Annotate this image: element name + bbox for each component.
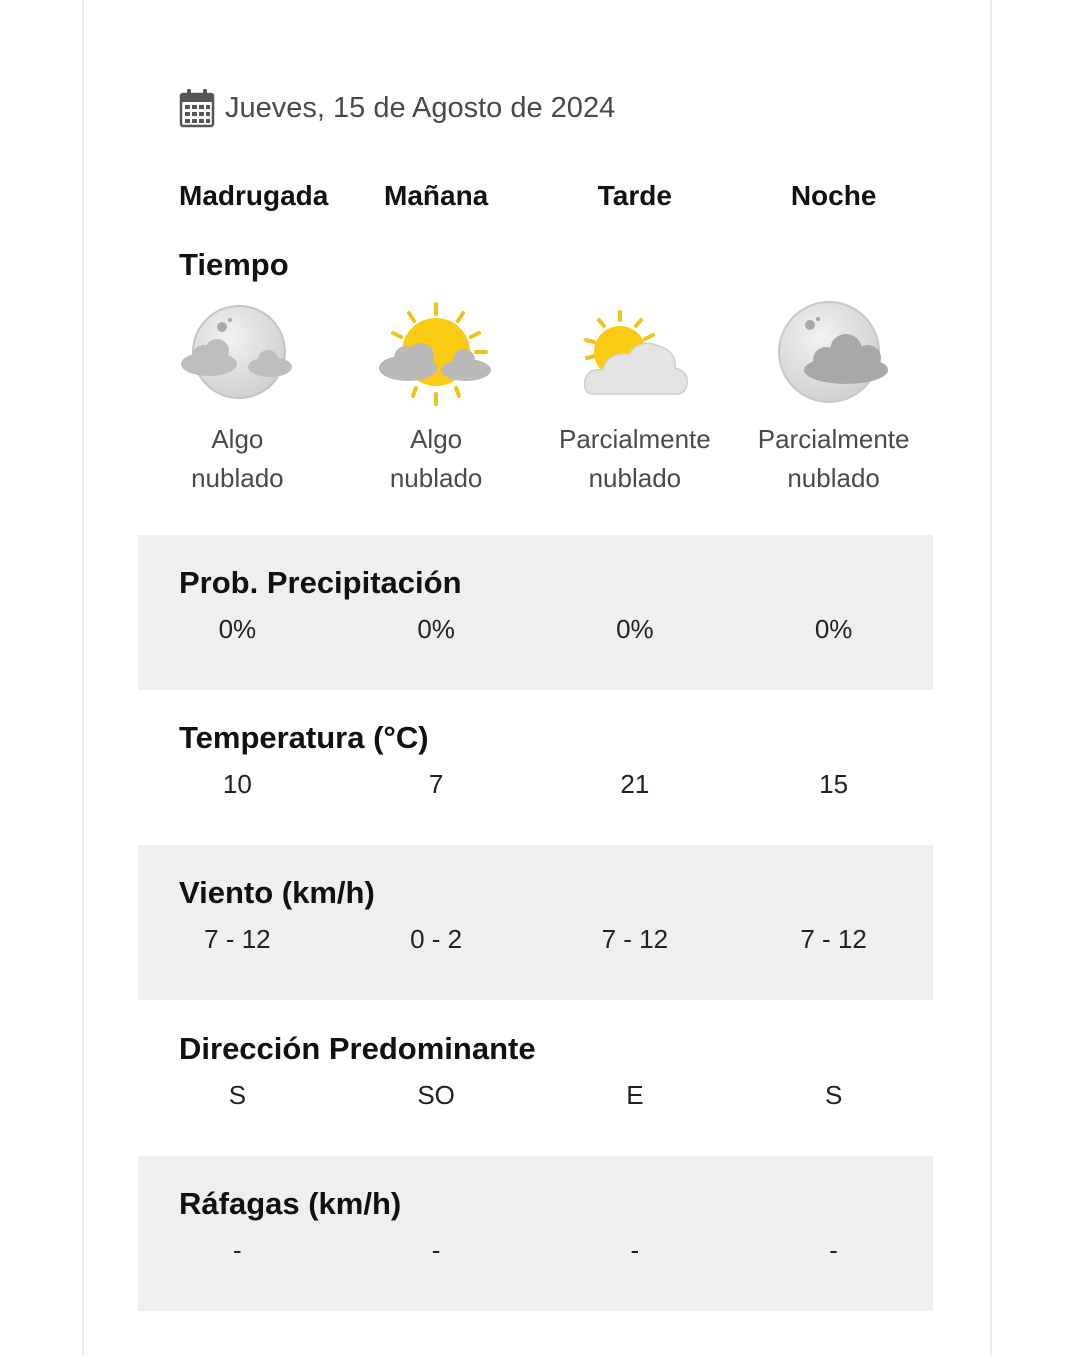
gusts-row bbox=[138, 1156, 933, 1311]
sun-cloud-icon bbox=[378, 300, 494, 410]
weather-desc: Parcialmente nublado bbox=[559, 424, 711, 493]
row-value: - bbox=[233, 1235, 242, 1265]
row-value: 0 - 2 bbox=[410, 924, 463, 954]
direction-row bbox=[138, 1001, 933, 1156]
row-value: 0% bbox=[814, 614, 853, 644]
weather-cell bbox=[138, 300, 337, 498]
weather-title: Tiempo bbox=[179, 247, 289, 282]
moon-cloud-icon bbox=[179, 300, 295, 410]
weather-cell bbox=[734, 300, 933, 498]
date-text: Jueves, 15 de Agosto de 2024 bbox=[225, 91, 616, 124]
period-tarde: Tarde bbox=[597, 180, 672, 211]
row-value: - bbox=[829, 1235, 838, 1265]
sun-partly-cloudy-icon bbox=[577, 300, 693, 410]
row-value: 21 bbox=[620, 769, 650, 799]
calendar-icon bbox=[179, 88, 215, 128]
row-value: S bbox=[824, 1080, 843, 1110]
row-value: 0% bbox=[417, 614, 455, 644]
weather-desc: Algo nublado bbox=[191, 424, 284, 493]
row-values bbox=[138, 768, 933, 800]
row-value: E bbox=[626, 1080, 644, 1110]
weather-desc: Parcialmente nublado bbox=[757, 424, 910, 493]
row-value: 7 bbox=[428, 769, 444, 799]
row-title: Viento (km/h) bbox=[179, 875, 375, 910]
precipitation-row bbox=[138, 535, 933, 690]
row-title: Prob. Precipitación bbox=[179, 565, 462, 600]
temperature-row bbox=[138, 690, 933, 845]
row-title: Temperatura (°C) bbox=[179, 720, 429, 755]
row-values bbox=[138, 923, 933, 955]
row-value: 7 - 12 bbox=[800, 924, 867, 954]
weather-cell bbox=[536, 300, 735, 498]
weather-cell bbox=[337, 300, 536, 498]
row-values bbox=[138, 1079, 933, 1111]
row-value: - bbox=[431, 1235, 441, 1265]
row-value: 10 bbox=[222, 769, 252, 799]
wind-row bbox=[138, 845, 933, 1000]
row-title: Ráfagas (km/h) bbox=[179, 1186, 402, 1221]
period-manana: Mañana bbox=[384, 180, 489, 211]
moon-partly-cloudy-icon bbox=[776, 300, 892, 410]
weather-icons-row bbox=[138, 300, 933, 498]
row-title: Dirección Predominante bbox=[179, 1031, 536, 1066]
row-value: 0% bbox=[218, 614, 257, 644]
period-headers bbox=[138, 174, 933, 218]
date-header bbox=[179, 84, 615, 132]
row-value: 0% bbox=[616, 614, 654, 644]
period-noche: Noche bbox=[790, 180, 877, 211]
weather-desc: Algo nublado bbox=[389, 424, 483, 493]
row-value: 7 - 12 bbox=[601, 924, 669, 954]
row-value: S bbox=[228, 1080, 247, 1110]
row-values bbox=[138, 613, 933, 645]
row-value: 7 - 12 bbox=[204, 924, 271, 954]
row-value: SO bbox=[417, 1080, 455, 1110]
period-madrugada: Madrugada bbox=[179, 180, 329, 211]
row-value: 15 bbox=[819, 769, 849, 799]
row-values bbox=[138, 1234, 933, 1266]
row-value: - bbox=[630, 1235, 640, 1265]
